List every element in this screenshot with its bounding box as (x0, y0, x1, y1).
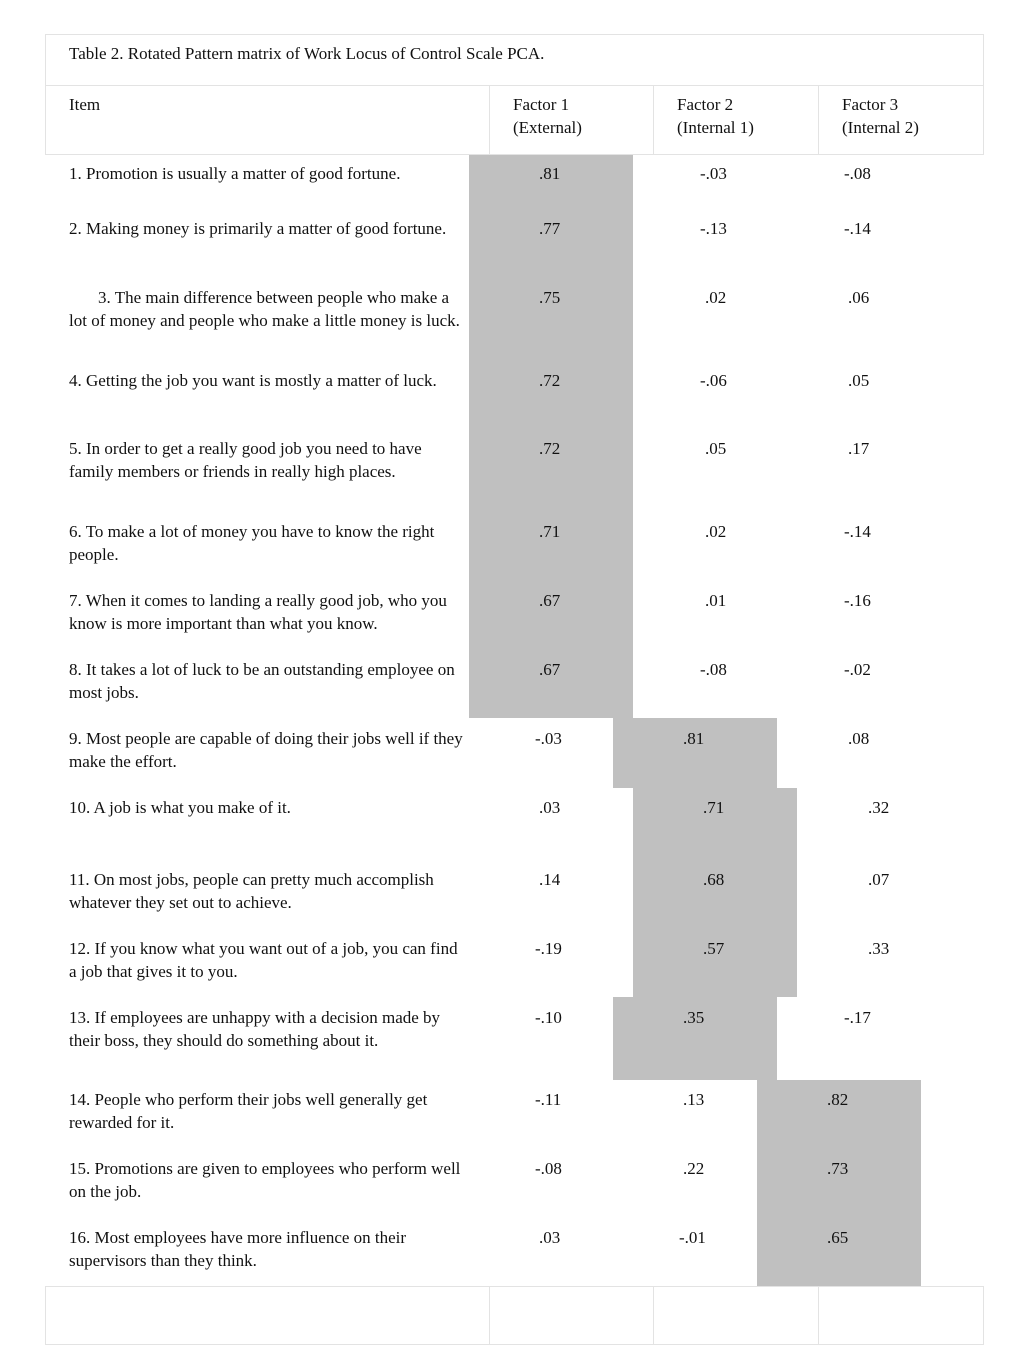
row-factor-1-loading: .03 (539, 1228, 561, 1247)
row-factor-1-loading: .72 (539, 439, 561, 458)
row-factor-1-loading: .67 (539, 591, 561, 610)
row-factor-1-loading: .03 (539, 798, 561, 817)
caption-divider (45, 85, 984, 86)
row-factor-1-loading: .71 (539, 522, 561, 541)
row-factor-2-loading: -.03 (700, 164, 727, 183)
row-factor-2-loading: -.01 (679, 1228, 706, 1247)
row-factor-3-loading: .82 (827, 1090, 849, 1109)
header-factor-1-line2: (External) (513, 118, 582, 137)
footer-row-bottom (45, 1344, 984, 1345)
row-item-text: 2. Making money is primarily a matter of good fortune. (69, 219, 447, 238)
row-factor-3-loading: .32 (868, 798, 890, 817)
row-factor-2-loading: .13 (683, 1090, 705, 1109)
row-factor-3-loading: -.08 (844, 164, 871, 183)
row-factor-3-loading: .33 (868, 939, 890, 958)
footer-col-divider-3 (818, 1286, 819, 1345)
row-factor-2-loading: .01 (705, 591, 727, 610)
row-factor-2-loading: .68 (703, 870, 725, 889)
row-item-text: 3. The main difference between people who make a lot of money and people who make a little money is luck. (69, 288, 460, 330)
row-item-text: 10. A job is what you make of it. (69, 798, 291, 817)
header-factor-3-line2: (Internal 2) (842, 118, 919, 137)
row-factor-2-loading: -.08 (700, 660, 727, 679)
row-factor-3-loading: -.16 (844, 591, 871, 610)
row-factor-1-loading: -.19 (535, 939, 562, 958)
row-item-text: 8. It takes a lot of luck to be an outstanding employee on most jobs. (69, 660, 455, 702)
row-factor-3-loading: .73 (827, 1159, 849, 1178)
row-factor-3-loading: .05 (848, 371, 870, 390)
header-factor-2 (677, 93, 754, 139)
factor-2-highlight-block-b (633, 788, 797, 997)
row-item-text: 4. Getting the job you want is mostly a matter of luck. (69, 371, 437, 390)
row-item-text: 9. Most people are capable of doing their jobs well if they make the effort. (69, 729, 463, 771)
row-factor-1-loading: .67 (539, 660, 561, 679)
header-factor-2-line1: Factor 2 (677, 95, 734, 114)
row-factor-1-loading: .77 (539, 219, 561, 238)
row-factor-3-loading: .08 (848, 729, 870, 748)
row-factor-2-loading: .02 (705, 288, 727, 307)
row-item-text: 13. If employees are unhappy with a decision made by their boss, they should do something about it. (69, 1008, 441, 1050)
row-factor-1-loading: .75 (539, 288, 561, 307)
header-factor-1 (513, 93, 582, 139)
table-border-right-top (983, 34, 984, 155)
row-factor-1-loading: .14 (539, 870, 561, 889)
row-factor-1-loading: -.10 (535, 1008, 562, 1027)
row-factor-2-loading: .35 (683, 1008, 705, 1027)
header-factor-1-line1: Factor 1 (513, 95, 570, 114)
row-item-text: 1. Promotion is usually a matter of good fortune. (69, 164, 401, 183)
row-factor-2-loading: .22 (683, 1159, 705, 1178)
row-item-text: 12. If you know what you want out of a job, you can find a job that gives it to you. (69, 939, 458, 981)
row-factor-2-loading: -.13 (700, 219, 727, 238)
header-col-divider-1 (489, 85, 490, 155)
row-factor-1-loading: -.03 (535, 729, 562, 748)
row-item-text: 14. People who perform their jobs well generally get rewarded for it. (69, 1090, 428, 1132)
row-factor-3-loading: -.14 (844, 522, 871, 541)
row-factor-1-loading: -.08 (535, 1159, 562, 1178)
footer-border-right (983, 1286, 984, 1345)
row-factor-3-loading: -.14 (844, 219, 871, 238)
row-factor-1-loading: -.11 (535, 1090, 562, 1109)
row-factor-2-loading: .71 (703, 798, 725, 817)
header-factor-3-line1: Factor 3 (842, 95, 899, 114)
table-border-left-top (45, 34, 46, 155)
row-factor-1-loading: .81 (539, 164, 561, 183)
row-factor-3-loading: -.02 (844, 660, 871, 679)
table-border-top (45, 34, 984, 35)
row-factor-2-loading: .05 (705, 439, 727, 458)
row-factor-3-loading: .65 (827, 1228, 849, 1247)
row-factor-2-loading: .81 (683, 729, 705, 748)
footer-col-divider-2 (653, 1286, 654, 1345)
header-factor-3 (842, 93, 919, 139)
row-item-text: 15. Promotions are given to employees who perform well on the job. (69, 1159, 461, 1201)
footer-col-divider-1 (489, 1286, 490, 1345)
row-factor-3-loading: .07 (868, 870, 890, 889)
row-factor-1-loading: .72 (539, 371, 561, 390)
row-factor-3-loading: -.17 (844, 1008, 871, 1027)
header-col-divider-3 (818, 85, 819, 155)
row-item-text: 6. To make a lot of money you have to know the right people. (69, 522, 435, 564)
footer-row-top (45, 1286, 984, 1287)
table-caption: Table 2. Rotated Pattern matrix of Work Locus of Control Scale PCA. (69, 44, 545, 63)
row-factor-2-loading: -.06 (700, 371, 727, 390)
row-item-text: 16. Most employees have more influence on their supervisors than they think. (69, 1228, 407, 1270)
header-col-divider-2 (653, 85, 654, 155)
row-factor-3-loading: .06 (848, 288, 870, 307)
header-item: Item (69, 95, 101, 114)
footer-border-left (45, 1286, 46, 1345)
row-item-text: 5. In order to get a really good job you need to have family members or friends in really high places. (69, 439, 422, 481)
row-factor-3-loading: .17 (848, 439, 870, 458)
header-factor-2-line2: (Internal 1) (677, 118, 754, 137)
row-item-text: 11. On most jobs, people can pretty much accomplish whatever they set out to achieve. (69, 870, 434, 912)
row-factor-2-loading: .02 (705, 522, 727, 541)
row-item-text: 7. When it comes to landing a really good job, who you know is more important than what you know. (69, 591, 447, 633)
row-factor-2-loading: .57 (703, 939, 725, 958)
